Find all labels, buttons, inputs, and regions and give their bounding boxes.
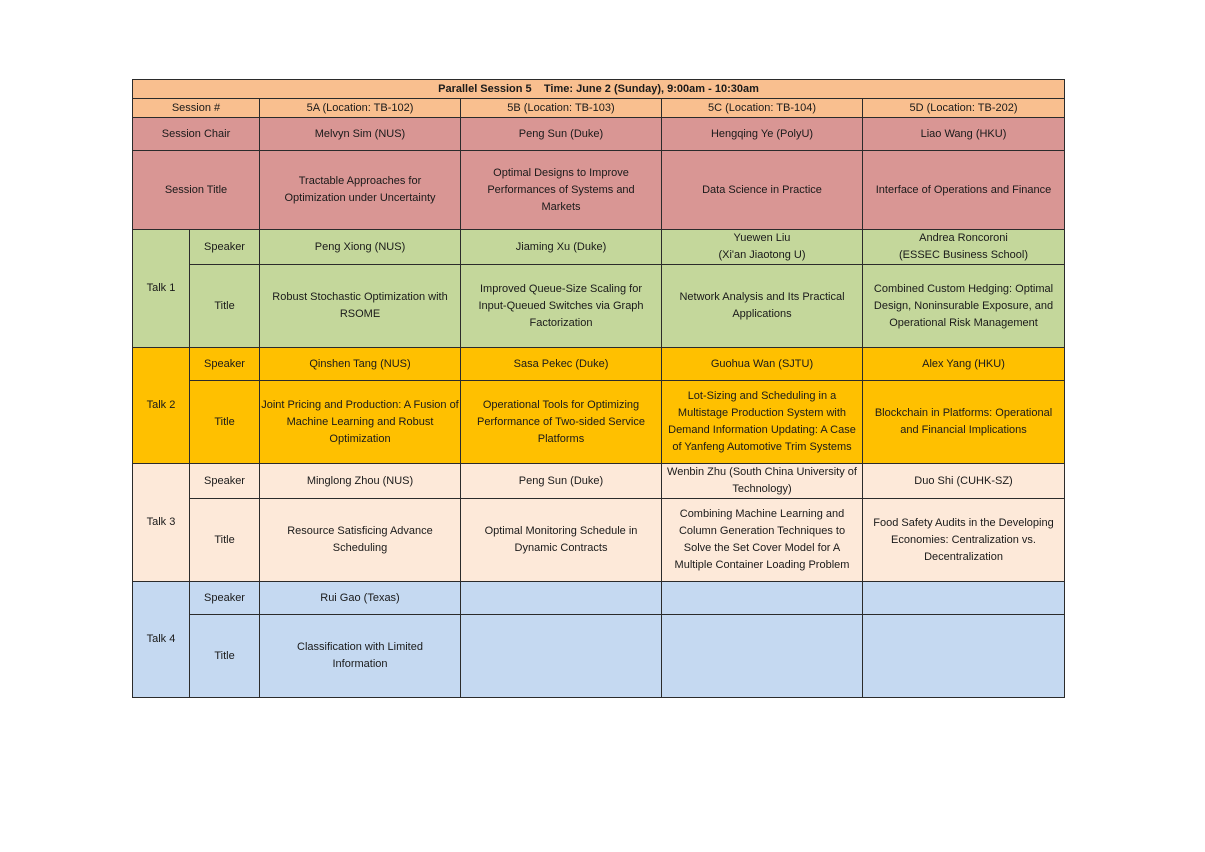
session-5a-location: 5A (Location: TB-102) [260, 99, 461, 118]
speaker-label: Speaker [190, 464, 260, 499]
talk-1-speaker-5d: Andrea Roncoroni (ESSEC Business School) [863, 230, 1065, 265]
title-label: Title [190, 265, 260, 348]
talk-3-title-5a: Resource Satisficing Advance Scheduling [260, 499, 461, 582]
talk-3-speaker-5a: Minglong Zhou (NUS) [260, 464, 461, 499]
talk-4-title-5a: Classification with Limited Information [260, 615, 461, 698]
talk-4-title-5b [461, 615, 662, 698]
session-5c-location: 5C (Location: TB-104) [662, 99, 863, 118]
talk-4-title-row [133, 615, 1065, 698]
talk-1-label: Talk 1 [133, 230, 190, 348]
session-5b-location: 5B (Location: TB-103) [461, 99, 662, 118]
session-chair-5c: Hengqing Ye (PolyU) [662, 118, 863, 151]
talk-2-title-5b: Operational Tools for Optimizing Performance of Two-sided Service Platforms [461, 381, 662, 464]
talk-4-speaker-5d [863, 582, 1065, 615]
talk-1-speaker-5c: Yuewen Liu (Xi'an Jiaotong U) [662, 230, 863, 265]
talk-2-title-5c: Lot-Sizing and Scheduling in a Multistage Production System with Demand Information Updating: A Case of Yanfeng Automotive Trim Systems [662, 381, 863, 464]
talk-4-title-5c [662, 615, 863, 698]
talk-2-label: Talk 2 [133, 348, 190, 464]
talk-4-title-5d [863, 615, 1065, 698]
talk-1-title-row [133, 265, 1065, 348]
talk-2-speaker-5c: Guohua Wan (SJTU) [662, 348, 863, 381]
session-title-5a: Tractable Approaches for Optimization under Uncertainty [260, 151, 461, 230]
talk-2-title-row [133, 381, 1065, 464]
talk-3-speaker-row [133, 464, 1065, 499]
session-title-5c: Data Science in Practice [662, 151, 863, 230]
parallel-session-table [132, 79, 1065, 698]
talk-1-title-5c: Network Analysis and Its Practical Applications [662, 265, 863, 348]
talk-2-speaker-5b: Sasa Pekec (Duke) [461, 348, 662, 381]
talk-2-title-5d: Blockchain in Platforms: Operational and Financial Implications [863, 381, 1065, 464]
talk-1-title-5d: Combined Custom Hedging: Optimal Design, Noninsurable Exposure, and Operational Risk Management [863, 265, 1065, 348]
title-row [133, 80, 1065, 99]
session-chair-label: Session Chair [133, 118, 260, 151]
session-chair-row [133, 118, 1065, 151]
session-5d-location: 5D (Location: TB-202) [863, 99, 1065, 118]
talk-3-speaker-5c: Wenbin Zhu (South China University of Technology) [662, 464, 863, 499]
session-title-5b: Optimal Designs to Improve Performances of Systems and Markets [461, 151, 662, 230]
speaker-label: Speaker [190, 348, 260, 381]
talk-2-title-5a: Joint Pricing and Production: A Fusion of Machine Learning and Robust Optimization [260, 381, 461, 464]
talk-1-speaker-5a: Peng Xiong (NUS) [260, 230, 461, 265]
talk-3-label: Talk 3 [133, 464, 190, 582]
talk-2-speaker-5d: Alex Yang (HKU) [863, 348, 1065, 381]
talk-4-speaker-5a: Rui Gao (Texas) [260, 582, 461, 615]
talk-4-speaker-5c [662, 582, 863, 615]
session-title-row [133, 151, 1065, 230]
session-chair-5b: Peng Sun (Duke) [461, 118, 662, 151]
talk-3-speaker-5d: Duo Shi (CUHK-SZ) [863, 464, 1065, 499]
session-number-row [133, 99, 1065, 118]
talk-3-title-5c: Combining Machine Learning and Column Generation Techniques to Solve the Set Cover Model for A Multiple Container Loading Problem [662, 499, 863, 582]
talk-1-title-5b: Improved Queue-Size Scaling for Input-Queued Switches via Graph Factorization [461, 265, 662, 348]
talk-3-title-row [133, 499, 1065, 582]
session-title-5d: Interface of Operations and Finance [863, 151, 1065, 230]
session-chair-5d: Liao Wang (HKU) [863, 118, 1065, 151]
session-number-label: Session # [133, 99, 260, 118]
talk-1-title-5a: Robust Stochastic Optimization with RSOME [260, 265, 461, 348]
talk-2-speaker-5a: Qinshen Tang (NUS) [260, 348, 461, 381]
session-heading: Parallel Session 5 Time: June 2 (Sunday), 9:00am - 10:30am [133, 80, 1065, 99]
talk-1-speaker-row [133, 230, 1065, 265]
title-label: Title [190, 615, 260, 698]
talk-3-title-5d: Food Safety Audits in the Developing Economies: Centralization vs. Decentralization [863, 499, 1065, 582]
talk-3-speaker-5b: Peng Sun (Duke) [461, 464, 662, 499]
talk-1-speaker-5b: Jiaming Xu (Duke) [461, 230, 662, 265]
speaker-label: Speaker [190, 582, 260, 615]
talk-4-speaker-row [133, 582, 1065, 615]
talk-2-speaker-row [133, 348, 1065, 381]
talk-4-label: Talk 4 [133, 582, 190, 698]
speaker-label: Speaker [190, 230, 260, 265]
title-label: Title [190, 499, 260, 582]
talk-3-title-5b: Optimal Monitoring Schedule in Dynamic Contracts [461, 499, 662, 582]
talk-4-speaker-5b [461, 582, 662, 615]
title-label: Title [190, 381, 260, 464]
session-chair-5a: Melvyn Sim (NUS) [260, 118, 461, 151]
session-title-label: Session Title [133, 151, 260, 230]
